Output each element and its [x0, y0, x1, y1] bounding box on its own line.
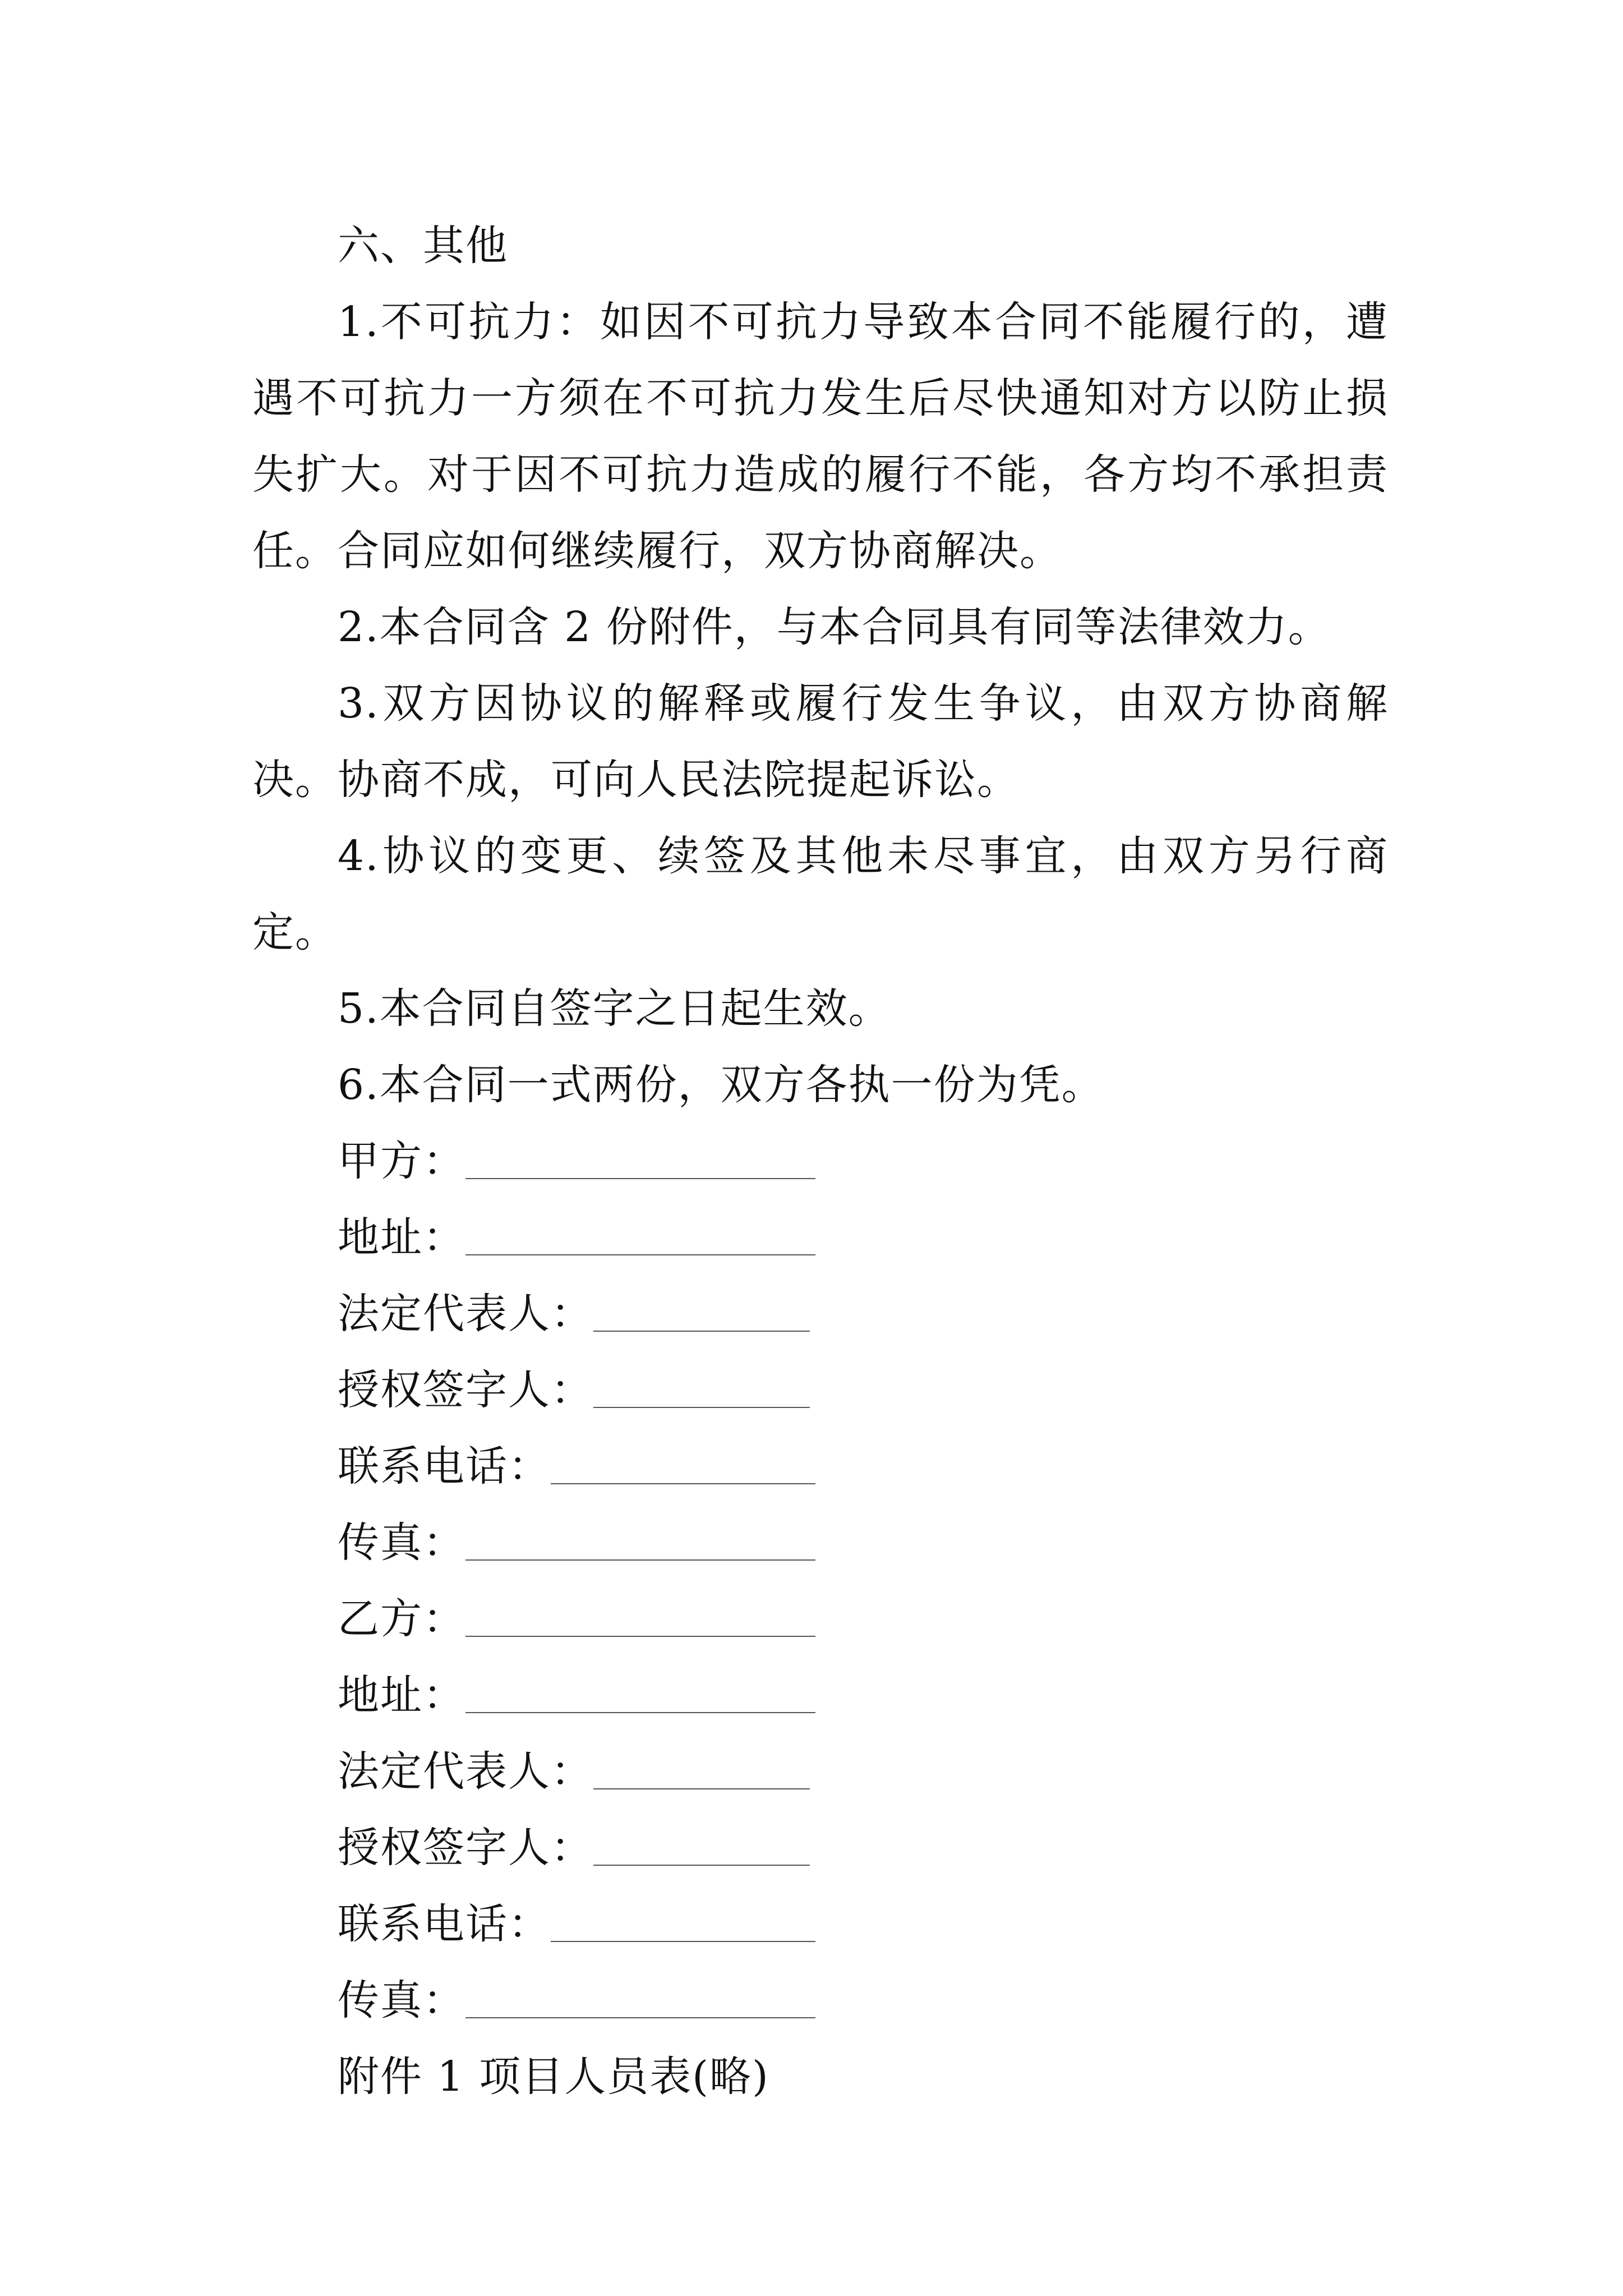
party-b-address-label: 地址：	[338, 1671, 465, 1719]
party-b-fax-label: 传真：	[338, 1976, 465, 2024]
party-a-legal-rep-blank[interactable]	[593, 1276, 810, 1332]
party-b-signatory-field	[252, 1810, 1389, 1886]
party-b-legal-rep-label: 法定代表人：	[338, 1747, 593, 1796]
party-b-phone-label: 联系电话：	[338, 1900, 551, 1948]
party-a-phone-field	[252, 1428, 1389, 1504]
party-b-address-field	[252, 1657, 1389, 1733]
party-a-phone-blank[interactable]	[551, 1428, 815, 1484]
party-a-name-label: 甲方：	[338, 1137, 465, 1185]
party-a-phone-label: 联系电话：	[338, 1442, 551, 1490]
party-b-fax-blank[interactable]	[465, 1962, 815, 2018]
clause-3: 3.双方因协议的解释或履行发生争议，由双方协商解决。协商不成，可向人民法院提起诉讼。	[252, 679, 1389, 804]
party-a-signatory-label: 授权签字人：	[338, 1366, 593, 1414]
party-a-fax-blank[interactable]	[465, 1504, 815, 1561]
clause-6: 6.本合同一式两份，双方各执一份为凭。	[338, 1061, 1104, 1109]
party-b-legal-rep-field	[252, 1733, 1389, 1810]
party-b-signatory-blank[interactable]	[593, 1810, 810, 1866]
party-a-name-blank[interactable]	[465, 1123, 815, 1179]
party-b-legal-rep-blank[interactable]	[593, 1733, 810, 1789]
party-a-legal-rep-field	[252, 1276, 1389, 1352]
party-b-fax-field	[252, 1962, 1389, 2039]
clause-5: 5.本合同自签字之日起生效。	[338, 984, 891, 1033]
party-b-signatory-label: 授权签字人：	[338, 1824, 593, 1872]
clause-2: 2.本合同含 2 份附件，与本合同具有同等法律效力。	[338, 603, 1331, 651]
section-title: 六、其他	[338, 222, 508, 270]
party-a-fax-label: 传真：	[338, 1519, 465, 1567]
clause-4: 4.协议的变更、续签及其他未尽事宜，由双方另行商定。	[252, 832, 1389, 956]
party-b-phone-field	[252, 1886, 1389, 1962]
document-body	[252, 208, 1389, 2115]
party-a-address-label: 地址：	[338, 1213, 465, 1262]
party-b-name-label: 乙方：	[338, 1595, 465, 1643]
party-a-signatory-blank[interactable]	[593, 1352, 810, 1408]
party-a-address-field	[252, 1199, 1389, 1276]
party-a-fax-field	[252, 1504, 1389, 1581]
party-a-signatory-field	[252, 1352, 1389, 1428]
party-a-name-field	[252, 1123, 1389, 1199]
clause-1: 1.不可抗力：如因不可抗力导致本合同不能履行的，遭遇不可抗力一方须在不可抗力发生后尽快通知对方以防止损失扩大。对于因不可抗力造成的履行不能，各方均不承担责任。合同应如何继续履行，双方协商解决。	[252, 298, 1389, 575]
party-a-legal-rep-label: 法定代表人：	[338, 1290, 593, 1338]
party-b-phone-blank[interactable]	[551, 1886, 815, 1942]
party-b-name-blank[interactable]	[465, 1581, 815, 1637]
party-b-name-field	[252, 1581, 1389, 1657]
party-a-signature-block	[252, 1123, 1389, 1581]
party-b-address-blank[interactable]	[465, 1657, 815, 1713]
party-a-address-blank[interactable]	[465, 1199, 815, 1255]
attachment-line: 附件 1 项目人员表(略)	[338, 2053, 769, 2101]
party-b-signature-block	[252, 1581, 1389, 2039]
